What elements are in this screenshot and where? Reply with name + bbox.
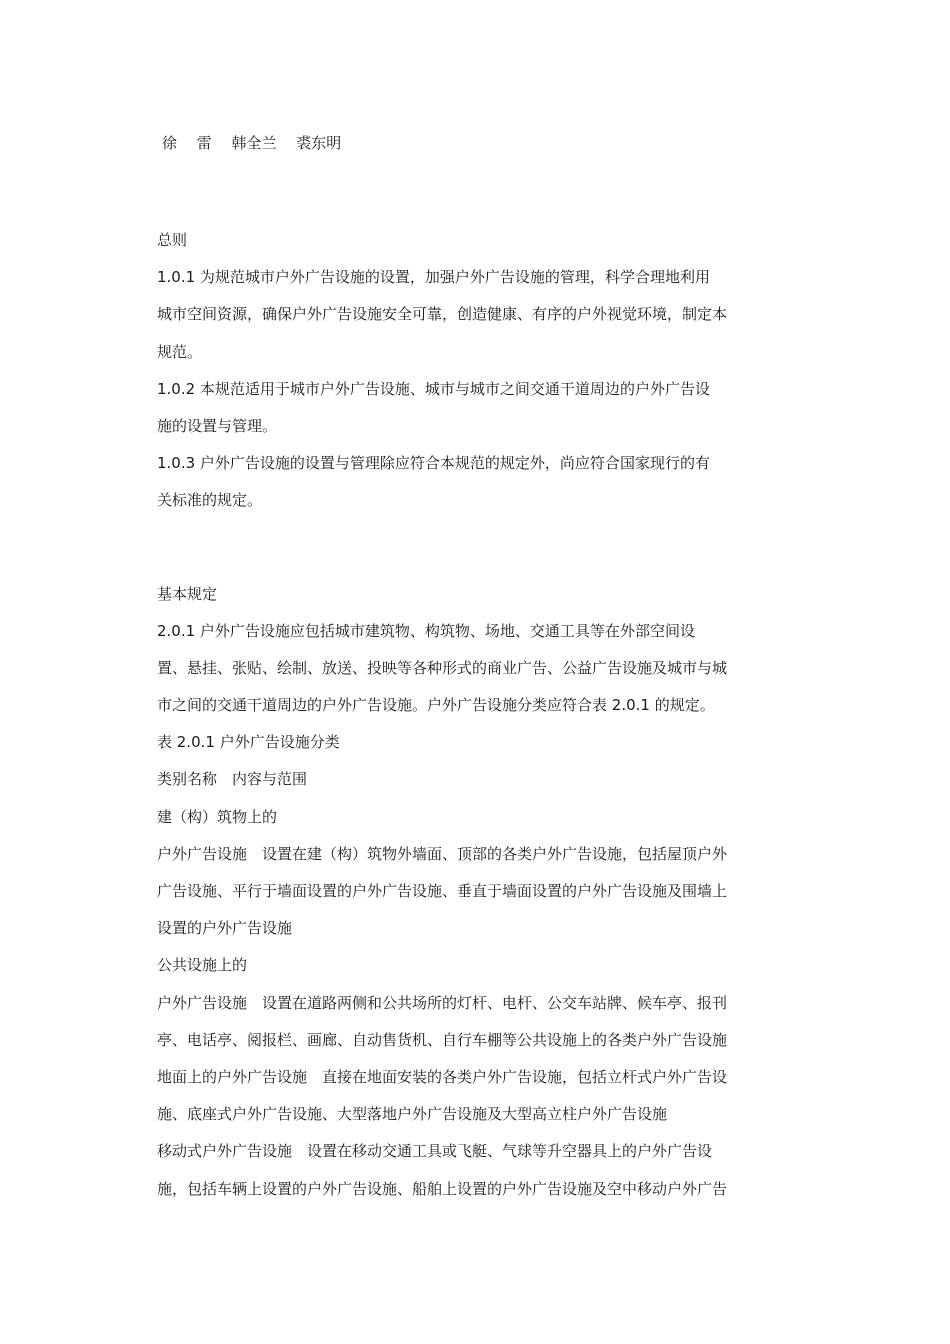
text-line: 施的设置与管理。	[157, 416, 278, 435]
text-line: 1.0.3 户外广告设施的设置与管理除应符合本规范的规定外，尚应符合国家现行的有	[157, 454, 710, 473]
text-line: 规范。	[157, 342, 203, 361]
section-basic-rules	[157, 582, 797, 1214]
table-row-text: 设置的户外广告设施	[157, 919, 293, 938]
section-spacer	[157, 526, 797, 582]
table-row-text: 户外广告设施 设置在建（构）筑物外墙面、顶部的各类户外广告设施，包括屋顶户外	[157, 844, 728, 863]
section-general	[157, 228, 797, 526]
table-row-text: 施、底座式户外广告设施、大型落地户外广告设施及大型高立柱户外广告设施	[157, 1105, 668, 1124]
text-line: 2.0.1 户外广告设施应包括城市建筑物、构筑物、场地、交通工具等在外部空间设	[157, 621, 695, 640]
text-line: 市之间的交通干道周边的户外广告设施。户外广告设施分类应符合表 2.0.1 的规定。	[157, 696, 715, 715]
table-row-text: 移动式户外广告设施 设置在移动交通工具或飞艇、气球等升空器具上的户外广告设	[157, 1142, 713, 1161]
table-row-text: 亭、电话亭、阅报栏、画廊、自动售货机、自行车棚等公共设施上的各类户外广告设施	[157, 1030, 728, 1049]
table-caption: 表 2.0.1 户外广告设施分类	[157, 733, 340, 752]
table-row-text: 地面上的户外广告设施 直接在地面安装的各类户外广告设施，包括立杆式户外广告设	[157, 1067, 728, 1086]
section-heading: 总则	[157, 231, 188, 249]
table-row-text: 公共设施上的	[157, 956, 248, 975]
table-row-text: 户外广告设施 设置在道路两侧和公共场所的灯杆、电杆、公交车站牌、候车亭、报刊	[157, 993, 728, 1012]
table-row-text: 建（构）筑物上的	[157, 807, 278, 826]
text-line: 1.0.1 为规范城市户外广告设施的设置，加强户外广告设施的管理，科学合理地利用	[157, 268, 710, 287]
section-heading: 基本规定	[157, 584, 218, 603]
author-names: 徐 雷 韩全兰 裘东明	[162, 134, 342, 152]
document-body	[157, 228, 797, 1214]
table-row-text: 施，包括车辆上设置的户外广告设施、船舶上设置的户外广告设施及空中移动户外广告	[157, 1179, 728, 1198]
text-line: 置、悬挂、张贴、绘制、放送、投映等各种形式的商业广告、公益广告设施及城市与城	[157, 658, 728, 677]
text-line: 城市空间资源，确保户外广告设施安全可靠，创造健康、有序的户外视觉环境，制定本	[157, 305, 728, 324]
text-line: 关标准的规定。	[157, 491, 263, 510]
text-line: 1.0.2 本规范适用于城市户外广告设施、城市与城市之间交通干道周边的户外广告设	[157, 379, 710, 398]
table-header: 类别名称 内容与范围	[157, 770, 308, 789]
table-row-text: 广告设施、平行于墙面设置的户外广告设施、垂直于墙面设置的户外广告设施及围墙上	[157, 882, 728, 900]
